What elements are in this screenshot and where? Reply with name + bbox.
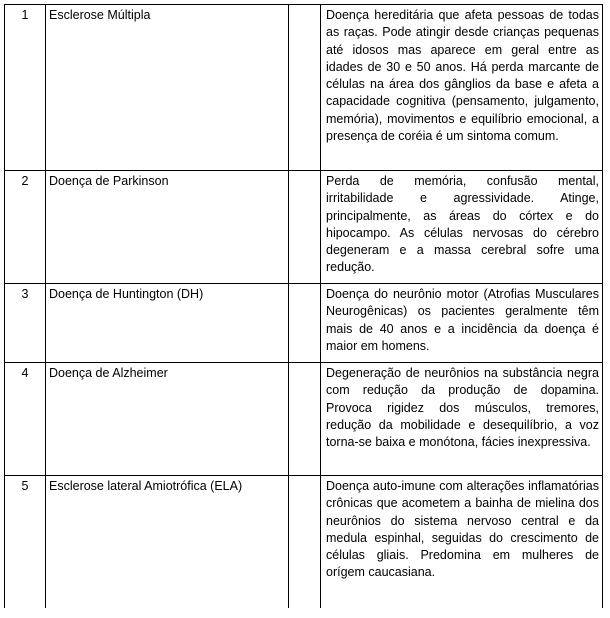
row-number: 1: [5, 5, 46, 171]
empty-cell: [289, 5, 321, 171]
disease-name: Doença de Parkinson: [46, 171, 289, 284]
disease-description: Doença hereditária que afeta pessoas de todas as raças. Pode atingir desde crianças pequenas até idosos mas aparece em geral entre as idades de 30 e 50 anos. Há perda marcante de células na área dos gânglios da base e afeta a capacidade cognitiva (pensamento, julgamento, memória), movimentos e equilíbrio emocional, a presença de coréia é um sintoma comum.: [321, 5, 603, 171]
disease-name: Doença de Huntington (DH): [46, 284, 289, 363]
table-row: [5, 476, 603, 608]
row-number: 5: [5, 476, 46, 608]
disease-description: Degeneração de neurônios na substância negra com redução da produção de dopamina. Provoca rigidez dos músculos, tremores, redução da mobilidade e desequilíbrio, a voz torna-se baixa e monótona, fácies inexpressiva.: [321, 363, 603, 476]
table-row: [5, 284, 603, 363]
disease-description: Doença auto-imune com alterações inflamatórias crônicas que acometem a bainha de mielina dos neurônios do sistema nervoso central e da medula espinhal, seguidas do crescimento de células gliais. Predomina em mulheres de orígem caucasiana.: [321, 476, 603, 608]
disease-description: Doença do neurônio motor (Atrofias Musculares Neurogênicas) os pacientes geralmente têm mais de 40 anos e a incidência da doença é maior em homens.: [321, 284, 603, 363]
disease-description: Perda de memória, confusão mental, irritabilidade e agressividade. Atinge, principalmente, as áreas do córtex e do hipocampo. As células nervosas do cérebro degeneram e a massa cerebral sofre uma redução.: [321, 171, 603, 284]
disease-name: Esclerose Múltipla: [46, 5, 289, 171]
empty-cell: [289, 284, 321, 363]
row-number: 3: [5, 284, 46, 363]
disease-name: Doença de Alzheimer: [46, 363, 289, 476]
empty-cell: [289, 476, 321, 608]
table-row: [5, 363, 603, 476]
row-number: 4: [5, 363, 46, 476]
table-row: [5, 171, 603, 284]
table-row: [5, 5, 603, 171]
disease-name: Esclerose lateral Amiotrófica (ELA): [46, 476, 289, 608]
empty-cell: [289, 363, 321, 476]
row-number: 2: [5, 171, 46, 284]
diseases-table: [4, 4, 603, 608]
empty-cell: [289, 171, 321, 284]
